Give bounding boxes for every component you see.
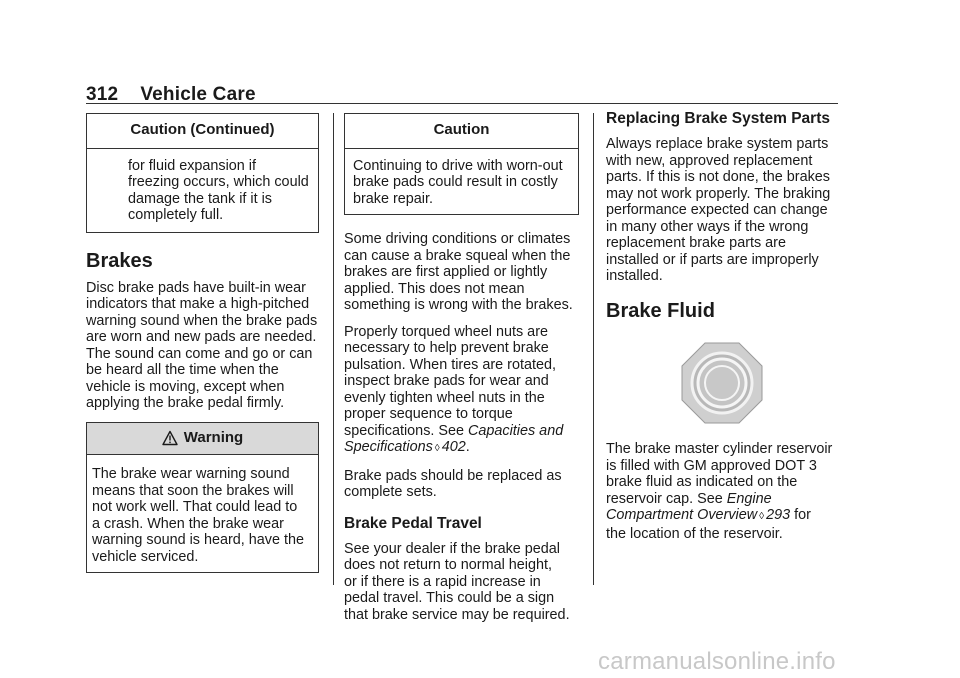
text-line: See your dealer if the brake pedal	[344, 540, 561, 557]
brake-fluid-heading: Brake Fluid	[606, 299, 715, 322]
text-line: or if there is a rapid increase in	[344, 573, 541, 590]
text-line: be heard all the time when the	[86, 362, 279, 378]
caution-continued-title: Caution (Continued)	[87, 114, 318, 149]
caution-body	[345, 149, 578, 215]
text-line: a crash. When the brake wear	[92, 515, 284, 532]
text-line: that brake service may be required.	[344, 606, 570, 623]
text-line: for fluid expansion if	[128, 157, 256, 174]
brakes-heading: Brakes	[86, 249, 153, 272]
text-line: complete sets.	[344, 484, 437, 500]
text-line: brake pads could result in costly	[353, 174, 558, 190]
warning-title: Warning	[183, 428, 244, 446]
caution-continued-box	[86, 113, 319, 233]
text-line: may not work properly. The braking	[606, 185, 831, 202]
text-line: inspect brake pads for wear and	[344, 373, 549, 389]
text-line: vehicle is moving, except when	[86, 378, 285, 395]
brakes-paragraph	[86, 280, 319, 412]
text-line: freezing occurs, which could	[128, 174, 309, 190]
replacing-parts-heading: Replacing Brake System Parts	[606, 110, 830, 127]
watermark: carmanualsonline.info	[598, 648, 836, 675]
text-line: damage the tank if it is	[128, 190, 272, 207]
warning-box	[86, 422, 319, 574]
column-divider-1	[333, 113, 334, 585]
text-line: warning sound is heard, have the	[92, 532, 305, 548]
column-1	[86, 113, 319, 573]
text-line: warning sound when the brake pads	[86, 312, 318, 329]
replace-sets-paragraph	[344, 468, 579, 501]
caution-box	[344, 113, 579, 215]
brake-fluid-figure	[606, 341, 840, 430]
text-line: The sound can come and go or can	[86, 345, 313, 362]
text-line: installed.	[606, 268, 663, 284]
text-line: parts. If this is not done, the brakes	[606, 169, 830, 185]
text-line: can cause a brake squeal when the	[344, 247, 571, 264]
text-line: Disc brake pads have built-in wear	[86, 279, 306, 296]
text-line: vehicle serviced.	[92, 548, 199, 565]
brake-fluid-cap-icon	[680, 341, 764, 425]
text-line: Always replace brake system parts	[606, 136, 829, 152]
pedal-paragraph	[344, 541, 579, 624]
page-ref-icon: ◊	[759, 511, 765, 522]
section-title: Vehicle Care	[140, 84, 256, 105]
text-line: Some driving conditions or climates	[344, 231, 571, 247]
text-line: the location of the reservoir.	[606, 525, 783, 542]
text-line: proper sequence to torque	[344, 406, 513, 422]
squeal-paragraph	[344, 231, 579, 314]
page-number: 312	[86, 84, 119, 105]
text-line: installed or if parts are improperly	[606, 251, 819, 268]
caution-continued-body	[87, 149, 318, 232]
compartment-overview-link[interactable]: Compartment Overview	[606, 507, 758, 523]
text-line: pulsation. When tires are rotated,	[344, 356, 556, 373]
caution-title: Caution	[345, 114, 578, 149]
text-line: for	[790, 507, 811, 523]
text-line: indicators that make a high-pitched	[86, 296, 310, 312]
text-line: brakes are first applied or lightly	[344, 264, 548, 280]
text-line: are worn and new pads are needed.	[86, 329, 317, 345]
text-line: completely full.	[128, 207, 224, 223]
text-line: The brake master cylinder reservoir	[606, 441, 833, 457]
fluid-paragraph	[606, 441, 840, 542]
text-line: .	[465, 439, 470, 455]
warning-body	[87, 455, 318, 572]
text-line: something is wrong with the brakes.	[344, 297, 573, 313]
text-line: does not return to normal height,	[344, 557, 552, 573]
warning-header	[87, 423, 318, 456]
text-line: with new, approved replacement	[606, 152, 813, 169]
wheel-nuts-paragraph	[344, 324, 579, 458]
text-line: applied. This does not mean	[344, 280, 525, 297]
column-2	[344, 113, 579, 633]
text-line: The brake wear warning sound	[92, 466, 290, 482]
warning-triangle-icon	[162, 430, 178, 446]
column-divider-2	[593, 113, 594, 585]
text-line: Brake pads should be replaced as	[344, 467, 562, 484]
column-3	[606, 110, 840, 552]
text-line: means that soon the brakes will	[92, 482, 294, 499]
engine-link[interactable]: Engine	[726, 490, 772, 507]
page-ref-number[interactable]: 293	[766, 507, 791, 523]
text-line: performance expected can change	[606, 202, 828, 218]
text-line: evenly tighten wheel nuts in the	[344, 389, 545, 406]
page-ref-number[interactable]: 402	[441, 439, 466, 455]
page-ref-icon: ◊	[434, 443, 440, 454]
text-line: brake repair.	[353, 190, 433, 207]
text-line: in many other ways if the wrong	[606, 218, 809, 235]
text-line: necessary to help prevent brake	[344, 340, 549, 356]
text-line: reservoir cap. See	[606, 490, 727, 507]
brake-pedal-travel-heading: Brake Pedal Travel	[344, 514, 482, 532]
specifications-link[interactable]: Specifications	[344, 439, 433, 455]
text-line: brake fluid as indicated on the	[606, 474, 798, 490]
text-line: applying the brake pedal firmly.	[86, 395, 285, 411]
capacities-link[interactable]: Capacities and	[468, 422, 564, 439]
text-line: specifications. See	[344, 422, 468, 439]
text-line: Properly torqued wheel nuts are	[344, 323, 548, 340]
text-line: Continuing to drive with worn-out	[353, 157, 563, 174]
text-line: pedal travel. This could be a sign	[344, 590, 555, 606]
replacing-paragraph	[606, 136, 840, 285]
header-rule	[86, 103, 838, 104]
text-line: replacement brake parts are	[606, 235, 786, 251]
text-line: not work well. That could lead to	[92, 499, 298, 515]
text-line: is filled with GM approved DOT 3	[606, 457, 817, 474]
